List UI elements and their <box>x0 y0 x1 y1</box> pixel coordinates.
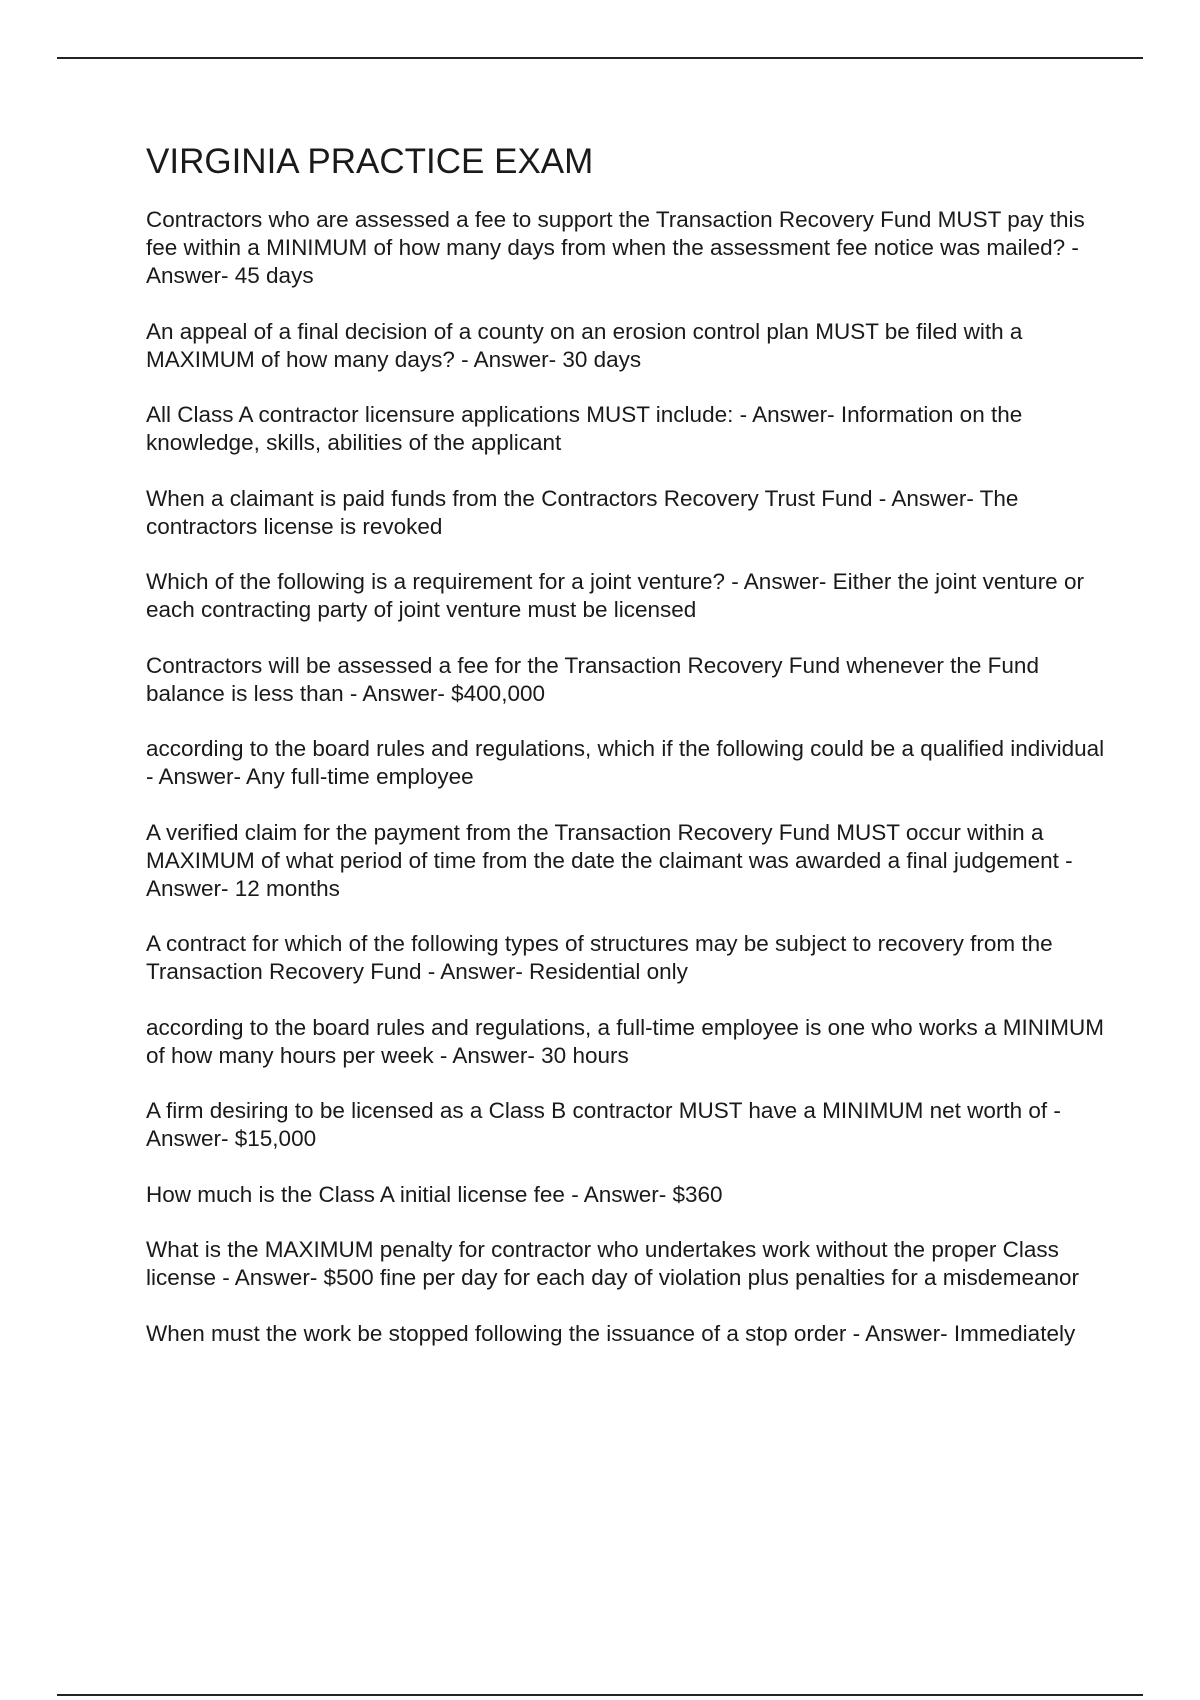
document-body <box>146 140 1106 1375</box>
question-item: A firm desiring to be licensed as a Class B contractor MUST have a MINIMUM net worth of - Answer- $15,000 <box>146 1098 1061 1151</box>
question-item: A verified claim for the payment from the Transaction Recovery Fund MUST occur within a MAXIMUM of what period of time from the date the claimant was awarded a final judgement - Answer- 12 months <box>146 819 1073 901</box>
top-rule <box>57 57 1143 59</box>
question-item: When must the work be stopped following the issuance of a stop order - Answer- Immediately <box>146 1320 1076 1346</box>
question-item: When a claimant is paid funds from the Contractors Recovery Trust Fund - Answer- The contractors license is revoked <box>146 485 1019 539</box>
question-item: Contractors will be assessed a fee for the Transaction Recovery Fund whenever the Fund balance is less than - Answer- $400,000 <box>146 652 1039 706</box>
question-item: An appeal of a final decision of a county on an erosion control plan MUST be filed with a MAXIMUM of how many days? - Answer- 30 days <box>146 318 1023 372</box>
question-list <box>146 206 1106 1348</box>
bottom-rule <box>57 1694 1143 1696</box>
question-item: How much is the Class A initial license fee - Answer- $360 <box>146 1181 723 1207</box>
question-item: A contract for which of the following types of structures may be subject to recovery from the Transaction Recovery Fund - Answer- Residential only <box>146 931 1053 984</box>
document-title: VIRGINIA PRACTICE EXAM <box>146 142 594 181</box>
question-item: according to the board rules and regulations, which if the following could be a qualified individual - Answer- Any full-time employee <box>146 736 1105 789</box>
question-item: Which of the following is a requirement for a joint venture? - Answer- Either the joint venture or each contracting party of joint venture must be licensed <box>146 569 1084 622</box>
question-item: All Class A contractor licensure applications MUST include: - Answer- Information on the knowledge, skills, abilities of the applicant <box>146 402 1023 455</box>
question-item: Contractors who are assessed a fee to support the Transaction Recovery Fund MUST pay this fee within a MINIMUM of how many days from when the assessment fee notice was mailed? - Answer- 45 days <box>146 207 1085 288</box>
question-item: What is the MAXIMUM penalty for contractor who undertakes work without the proper Class license - Answer- $500 fine per day for each day of violation plus penalties for a misdemeanor <box>146 1237 1080 1290</box>
question-item: according to the board rules and regulations, a full-time employee is one who works a MINIMUM of how many hours per week - Answer- 30 hours <box>146 1014 1104 1068</box>
